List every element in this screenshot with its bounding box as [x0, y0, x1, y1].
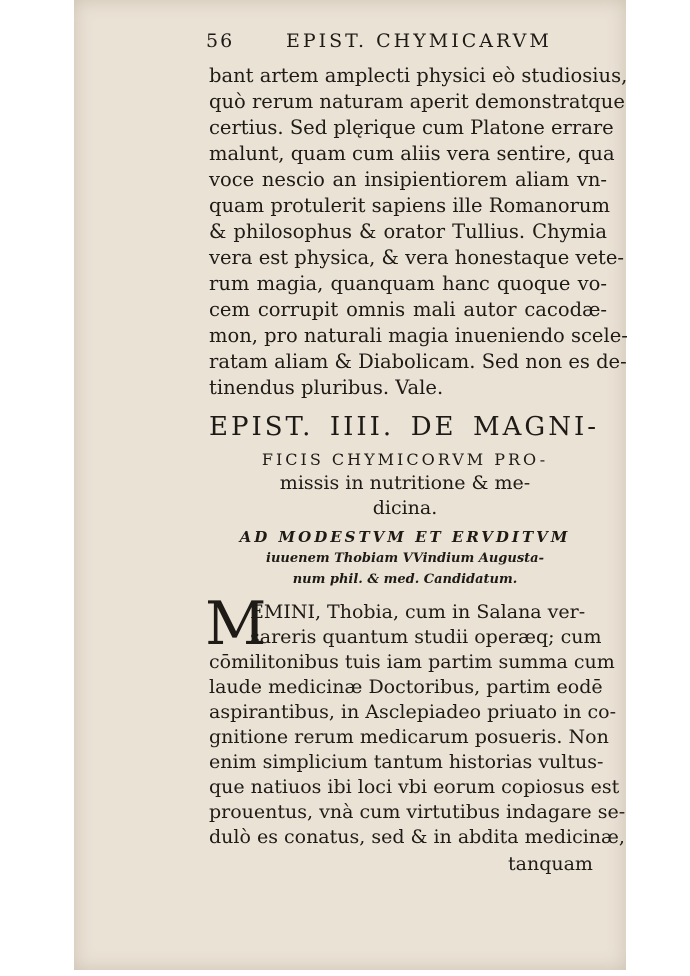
epistle-heading: EPIST. IIII. DE MAGNI-	[209, 412, 599, 442]
text-line: vera est physica, & vera honestaque vete-	[209, 246, 624, 269]
catchword: tanquam	[508, 853, 593, 875]
text-line-final: tinendus pluribus. Vale.	[209, 376, 444, 399]
text-line: ratam aliam & Diabolicam. Sed non es de-	[209, 350, 627, 373]
page-number: 56	[206, 30, 235, 52]
text-line: rum magia, quanquam hanc quoque vo-	[209, 272, 607, 295]
text-line: malunt, quam cum aliis vera sentire, qua	[209, 142, 615, 165]
text-line: EMINI, Thobia, cum in Salana ver-	[250, 601, 586, 623]
text-line: certius. Sed plęrique cum Platone errare	[209, 116, 614, 139]
epistle-subheading: FICIS CHYMICORVM PRO-	[261, 450, 549, 469]
text-line: cōmilitonibus tuis iam partim summa cum	[209, 651, 615, 673]
address-line: AD MODESTVM ET ERVDITVM	[239, 528, 571, 546]
text-line: enim simplicium tantum historias vultus-	[209, 751, 604, 773]
text-line: & philosophus & orator Tullius. Chymia	[209, 220, 607, 243]
drop-cap: M	[205, 589, 267, 659]
text-line: dulò es conatus, sed & in abdita medicinæ,	[209, 826, 625, 848]
page-header	[206, 30, 606, 60]
text-line: cem corrupit omnis mali autor cacodæ-	[209, 298, 607, 321]
epistle-subheading: dicina.	[372, 497, 438, 519]
text-line: voce nescio an insipientiorem aliam vn-	[209, 168, 607, 191]
running-title: EPIST. CHYMICARVM	[286, 30, 552, 52]
text-line: quam protulerit sapiens ille Romanorum	[209, 194, 610, 217]
text-line: bant artem amplecti physici eò studiosius,	[209, 64, 628, 87]
text-line: quò rerum naturam aperit demonstratque	[209, 90, 625, 113]
text-line: gnitione rerum medicarum posueris. Non	[209, 726, 609, 748]
address-line: iuuenem Thobiam VVindium Augusta-	[266, 551, 544, 566]
text-line: prouentus, vnà cum virtutibus indagare se-	[209, 801, 626, 823]
text-line: laude medicinæ Doctoribus, partim eodē	[209, 676, 603, 698]
text-line: aspirantibus, in Asclepiadeo priuato in co-	[209, 701, 616, 723]
text-line: mon, pro naturali magia inueniendo scele-	[209, 324, 628, 347]
text-line: que natiuos ibi loci vbi eorum copiosus est	[209, 776, 620, 798]
text-line: sareris quantum studii operæq; cum	[250, 626, 602, 648]
epistle-subheading: missis in nutritione & me-	[279, 472, 531, 494]
address-line: num phil. & med. Candidatum.	[292, 572, 518, 587]
